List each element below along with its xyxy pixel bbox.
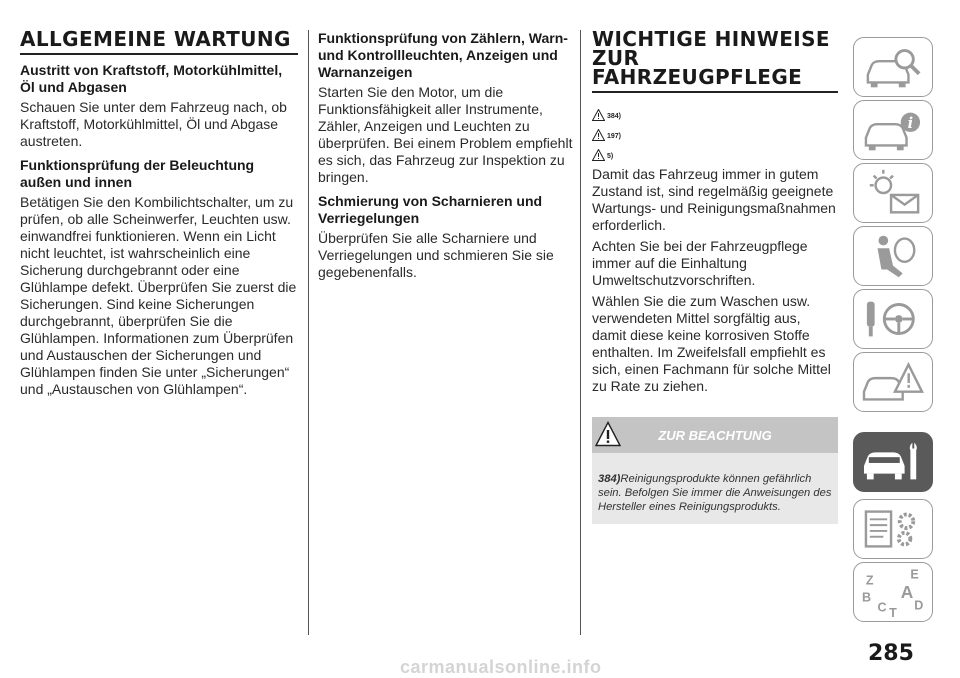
subheading-instruments: Funktionsprüfung von Zählern, Warn- und Kontrollleuchten, Anzeigen und Warnanzeigen bbox=[318, 30, 568, 80]
svg-text:Z: Z bbox=[865, 573, 874, 588]
car-info-icon bbox=[854, 101, 932, 159]
airbag-seat-icon bbox=[854, 227, 932, 285]
svg-text:T: T bbox=[889, 606, 897, 621]
warning-triangle-icon bbox=[592, 109, 605, 121]
tab-lights-messages[interactable] bbox=[853, 163, 933, 223]
svg-text:E: E bbox=[910, 567, 919, 582]
warning-ref[interactable] bbox=[592, 121, 838, 141]
paragraph-leaks: Schauen Sie unter dem Fahrzeug nach, ob Kraftstoff, Motorkühlmittel, Öl und Abgase austreten. bbox=[20, 99, 287, 149]
paragraph-hinges: Überprüfen Sie alle Scharniere und Verriegelungen und schmieren Sie sie gegebenenfalls. bbox=[318, 230, 554, 280]
tab-technical-data[interactable] bbox=[853, 499, 933, 559]
tab-car-info[interactable] bbox=[853, 100, 933, 160]
subheading-hinges: Schmierung von Scharnieren und Verriegelungen bbox=[318, 193, 543, 226]
note-content: Reinigungsprodukte können gefährlich sein. Befolgen Sie immer die Anweisungen des Hersteller eines Reinigungsprodukts. bbox=[598, 473, 832, 513]
warning-ref[interactable] bbox=[592, 101, 838, 121]
column-divider bbox=[580, 30, 581, 635]
paragraph-care-3: Wählen Sie die zum Waschen usw. verwendeten Mittel sorgfältig aus, damit diese keine korrosiven Stoffe enthalten. Im Zweifelsfall empfiehlt es sich, einen Fachmann für solche Mittel zu Rate zu ziehen. bbox=[592, 293, 831, 394]
watermark: carmanualsonline.info bbox=[400, 657, 602, 677]
page-number: 285 bbox=[868, 641, 914, 666]
svg-text:B: B bbox=[862, 590, 872, 605]
tab-car-search[interactable] bbox=[853, 37, 933, 97]
warning-triangle-icon bbox=[592, 149, 605, 161]
ref-number: 384) bbox=[607, 113, 622, 120]
tab-starting-driving[interactable] bbox=[853, 289, 933, 349]
note-text bbox=[592, 453, 838, 524]
paragraph-lighting: Betätigen Sie den Kombilichtschalter, um zu prüfen, ob alle Scheinwerfer, Leuchten usw. einwandfrei funktionieren. Wenn ein Licht nicht leuchtet, ist wahrscheinlich eine Sicherung durchgebrannt oder eine Glühlampe defekt. Überprüfen Sie zuerst die Sicherungen. Sind keine Sicherungen durchgebrannt, überprüfen Sie die Glühlampen. Informationen zum Überprüfen und Austauschen der Sicherungen und Glühlampen finden Sie unter „Sicherungen“ und „Austauschen von Glühlampen“. bbox=[20, 194, 297, 397]
tab-safety[interactable] bbox=[853, 226, 933, 286]
note-ref: 384) bbox=[598, 473, 621, 485]
subheading-leaks: Austritt von Kraftstoff, Motorkühlmittel, Öl und Abgasen bbox=[20, 62, 283, 95]
paragraph-care-1: Damit das Fahrzeug immer in gutem Zustand ist, sind regelmäßig geeignete Wartungs- und Reinigungsmaßnahmen erforderlich. bbox=[592, 166, 836, 233]
tab-emergency[interactable] bbox=[853, 352, 933, 412]
car-warning-icon bbox=[854, 353, 932, 411]
column-general-maintenance bbox=[20, 27, 298, 402]
ref-number: 197) bbox=[607, 133, 622, 140]
section-heading: WICHTIGE HINWEISE ZUR FAHRZEUGPFLEGE bbox=[592, 30, 838, 93]
svg-text:i: i bbox=[907, 115, 914, 133]
paragraph-instruments: Starten Sie den Motor, um die Funktionsfähigkeit aller Instrumente, Zähler, Anzeigen und Leuchten zu überprüfen. Bei einem Problem empfiehlt es sich, das Fahrzeug zur Inspektion zu bringen. bbox=[318, 84, 573, 185]
key-steering-wheel-icon bbox=[854, 290, 932, 348]
svg-text:D: D bbox=[914, 598, 924, 613]
note-header bbox=[592, 417, 838, 453]
car-search-icon bbox=[854, 38, 932, 96]
paragraph-care-2: Achten Sie bei der Fahrzeugpflege immer auf die Einhaltung Umweltschutzvorschriften. bbox=[592, 238, 808, 288]
column-checks bbox=[318, 30, 580, 285]
column-divider bbox=[308, 30, 309, 635]
alphabet-index-icon bbox=[854, 563, 932, 621]
svg-text:C: C bbox=[877, 600, 887, 615]
light-message-icon bbox=[854, 164, 932, 222]
car-wrench-icon bbox=[854, 433, 932, 491]
subheading-lighting: Funktionsprüfung der Beleuchtung außen und innen bbox=[20, 157, 255, 190]
section-heading: ALLGEMEINE WARTUNG bbox=[20, 30, 298, 55]
note-title: ZUR BEACHTUNG bbox=[658, 428, 772, 443]
note-box bbox=[592, 417, 838, 524]
specs-gear-icon bbox=[854, 500, 932, 558]
ref-number: 5) bbox=[607, 153, 614, 160]
tab-maintenance[interactable] bbox=[853, 432, 933, 492]
tab-index[interactable] bbox=[853, 562, 933, 622]
svg-text:A: A bbox=[900, 581, 914, 602]
warning-triangle-icon bbox=[592, 129, 605, 141]
warning-ref[interactable] bbox=[592, 141, 838, 161]
column-vehicle-care bbox=[592, 27, 838, 524]
